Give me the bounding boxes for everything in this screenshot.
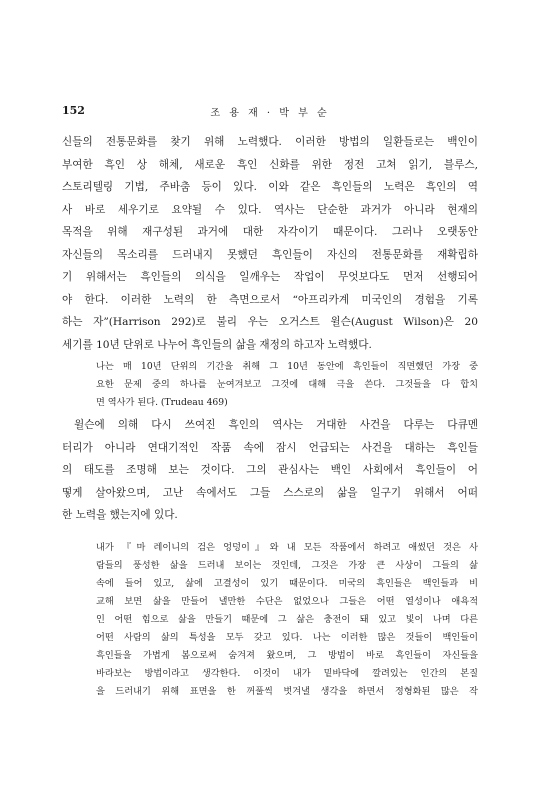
- text-line: 흑인들을 가볍게 봄으로써 숨겨져 왔으며, 그 방법이 바로 흑인들이 자신들을: [96, 650, 478, 661]
- text-line: 교해 보면 삶을 만들어 낼만한 수단은 없었으나 그들은 어떤 열성이나 애욕적: [96, 596, 478, 607]
- text-line: 기 위해서는 흑인들의 의식을 일깨우는 작업이 무엇보다도 먼저 선행되어: [62, 271, 478, 283]
- text-line: 신들의 전통문화를 찾기 위해 노력했다. 이러한 방법의 일환들로는 백인이: [62, 136, 478, 148]
- body-paragraph-1: [62, 131, 478, 356]
- text-line: 속에 들어 있고, 삶에 고결성이 있기 때문이다. 미국의 흑인들은 백인들과 비: [96, 578, 478, 589]
- text-line: 세기를 10년 단위로 나누어 흑인들의 삶을 재정의 하고자 노력했다.: [62, 338, 372, 351]
- text-line: 바라보는 방법이라고 생각한다. 이것이 내가 밑바닥에 깔려있는 인간의 본질: [96, 668, 478, 679]
- text-line: 면 역사가 된다. (Trudeau 469): [96, 397, 228, 408]
- text-line: 인 어떤 힘으로 삶을 만들기 때문에 그 삶은 충전이 돼 있고 빛이 나며 다른: [96, 614, 478, 625]
- page-number: 152: [62, 104, 85, 117]
- text-line: 의 태도를 조명해 보는 것이다. 그의 관심사는 백인 사회에서 흑인들이 어: [62, 464, 478, 476]
- text-line: 윌슨에 의해 다시 쓰여진 흑인의 역사는 거대한 사건을 다루는 다큐멘: [74, 419, 478, 431]
- text-line: 어떤 사람의 삶의 특성을 모두 갖고 있다. 나는 이러한 많은 것들이 백인들이: [96, 632, 478, 643]
- text-line: 람들의 풍성한 삶을 드러내 보이는 것인데, 그것은 가장 큰 사상이 그들의 삶: [96, 560, 478, 571]
- text-line: 사 바로 세우기로 요약될 수 있다. 역사는 단순한 과거가 아니라 현재의: [62, 203, 478, 216]
- text-line: 떻게 살아왔으며, 고난 속에서도 그들 스스로의 삶을 일구기 위해서 어떠: [62, 486, 478, 499]
- text-line: 자신들의 목소리를 드러내지 못했던 흑인들이 자신의 전통문화를 재확립하: [62, 248, 478, 261]
- running-head: 조 용 재 · 박 부 순: [210, 108, 330, 119]
- text-line: 하는 자”(Harrison 292)로 불리 우는 오거스트 윌슨(August Wilson)은 20: [62, 316, 478, 328]
- page-header: [62, 104, 478, 120]
- text-line: 부여한 흑인 상 해체, 새로운 흑인 신화를 위한 정전 고쳐 읽기, 블루스,: [62, 158, 478, 171]
- text-line: 을 드러내기 위해 표면을 한 꺼풀씩 벗겨낼 생각을 하면서 정형화된 많은 작: [96, 686, 478, 697]
- text-line: 내가 『마 레이니의 검은 엉덩이』와 내 모든 작품에서 하려고 애썼던 것은 사: [96, 542, 478, 553]
- text-line: 목적을 위해 재구성된 과거에 대한 자각이기 때문이다. 그러나 오랫동안: [62, 226, 478, 238]
- text-line: 한 노력을 했는지에 있다.: [62, 509, 178, 521]
- block-quote-2: [96, 539, 478, 701]
- text-line: 터리가 아니라 연대기적인 작품 속에 잠시 언급되는 사건을 대하는 흑인들: [62, 441, 478, 454]
- text-line: 스토리텔링 기법, 주바춤 등이 있다. 이와 같은 흑인들의 노력은 흑인의 역: [62, 181, 478, 193]
- text-line: 야 한다. 이러한 노력의 한 측면으로서 “아프리카계 미국인의 경험을 기록: [62, 293, 478, 306]
- text-line: 요한 문제 중의 하나를 눈여겨보고 그것에 대해 극을 쓴다. 그것들을 다 합치: [96, 379, 478, 390]
- body-paragraph-2: [62, 414, 478, 527]
- block-quote-1: [96, 358, 478, 412]
- text-line: 나는 매 10년 단위의 기간을 취해 그 10년 동안에 흑인들이 직면했던 가장 중: [96, 361, 478, 372]
